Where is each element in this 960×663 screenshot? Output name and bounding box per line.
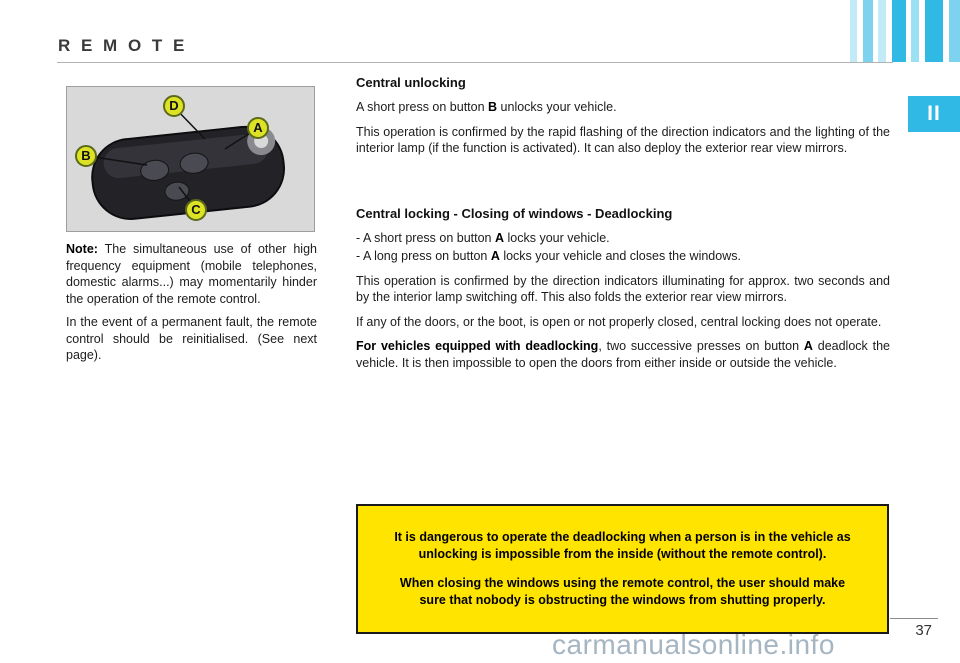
deadlocking-bold: For vehicles equipped with deadlocking (356, 339, 599, 354)
stripe-bar (878, 0, 886, 62)
locking-item1-pre: - A short press on button (356, 230, 495, 245)
locking-item2-pre: - A long press on button (356, 249, 491, 264)
locking-paragraph-1: This operation is confirmed by the direction indicators illuminating for approx. two seconds and by the interior lamp switching off. This also folds the exterior rear view mirrors. (356, 273, 890, 305)
header-divider (57, 62, 893, 63)
callout-button-a: A (247, 117, 269, 139)
stripe-bar (863, 0, 873, 62)
unlocking-heading: Central unlocking (356, 75, 466, 90)
button-b-ref: B (488, 100, 498, 115)
note-label: Note: (66, 242, 98, 256)
locking-item2-post: locks your vehicle and closes the windows. (499, 249, 741, 264)
page-number: 37 (915, 622, 932, 639)
locking-item-2 (356, 248, 890, 265)
locking-item-1 (356, 230, 890, 247)
locking-paragraph-2: If any of the doors, or the boot, is open or not properly closed, central locking does not operate. (356, 314, 882, 329)
unlocking-p1-post: unlocks your vehicle. (497, 100, 617, 115)
locking-p3-post: deadlock the vehicle. It is then impossible to open the doors from either inside or outside the vehicle. (356, 339, 891, 370)
unlocking-paragraph-2: This operation is confirmed by the rapid flashing of the direction indicators and the lighting of the interior lamp (if the function is activated). It can also deploy the exterior rear view mirrors. (356, 124, 890, 156)
callout-button-b: B (75, 145, 97, 167)
note-paragraph-1 (66, 241, 317, 307)
warning-box (356, 504, 889, 634)
note-block (66, 241, 317, 364)
main-content (356, 74, 890, 379)
note-paragraph-2: In the event of a permanent fault, the remote control should be reinitialised. (See next page). (66, 315, 317, 362)
page-number-rule (890, 618, 938, 619)
unlocking-paragraph-1 (356, 99, 890, 116)
locking-paragraph-3 (356, 338, 890, 371)
watermark-text: carmanualsonline.info (552, 629, 835, 660)
warning-paragraph-1: It is dangerous to operate the deadlocking when a person is in the vehicle as unlocking is impossible from the inside (without the remote control). (394, 529, 851, 561)
stripe-bar (850, 0, 857, 62)
callout-button-c: C (185, 199, 207, 221)
locking-item1-post: locks your vehicle. (504, 230, 610, 245)
locking-p3-mid: , two successive presses on button (598, 339, 804, 354)
warning-paragraph-2: When closing the windows using the remote control, the user should make sure that nobody is obstructing the windows from shutting properly. (399, 576, 846, 608)
unlocking-p1-pre: A short press on button (356, 100, 489, 115)
page-title: R E M O T E (58, 36, 188, 55)
section-tab-ii: II (908, 96, 960, 132)
stripe-bar (911, 0, 919, 62)
locking-heading: Central locking - Closing of windows - Deadlocking (356, 205, 673, 221)
button-a-ref: A (490, 249, 500, 264)
remote-key-figure (66, 86, 315, 232)
stripe-bar (892, 0, 906, 62)
button-a-ref: A (494, 230, 505, 245)
stripe-bar (949, 0, 960, 62)
note-text-1: The simultaneous use of other high frequency equipment (mobile telephones, domestic alarms...) may momentarily hinder the operation of the remote control. (66, 242, 317, 306)
stripe-bar (925, 0, 943, 62)
callout-button-d: D (163, 95, 185, 117)
button-a-ref: A (803, 339, 813, 354)
decorative-stripes (850, 0, 960, 62)
